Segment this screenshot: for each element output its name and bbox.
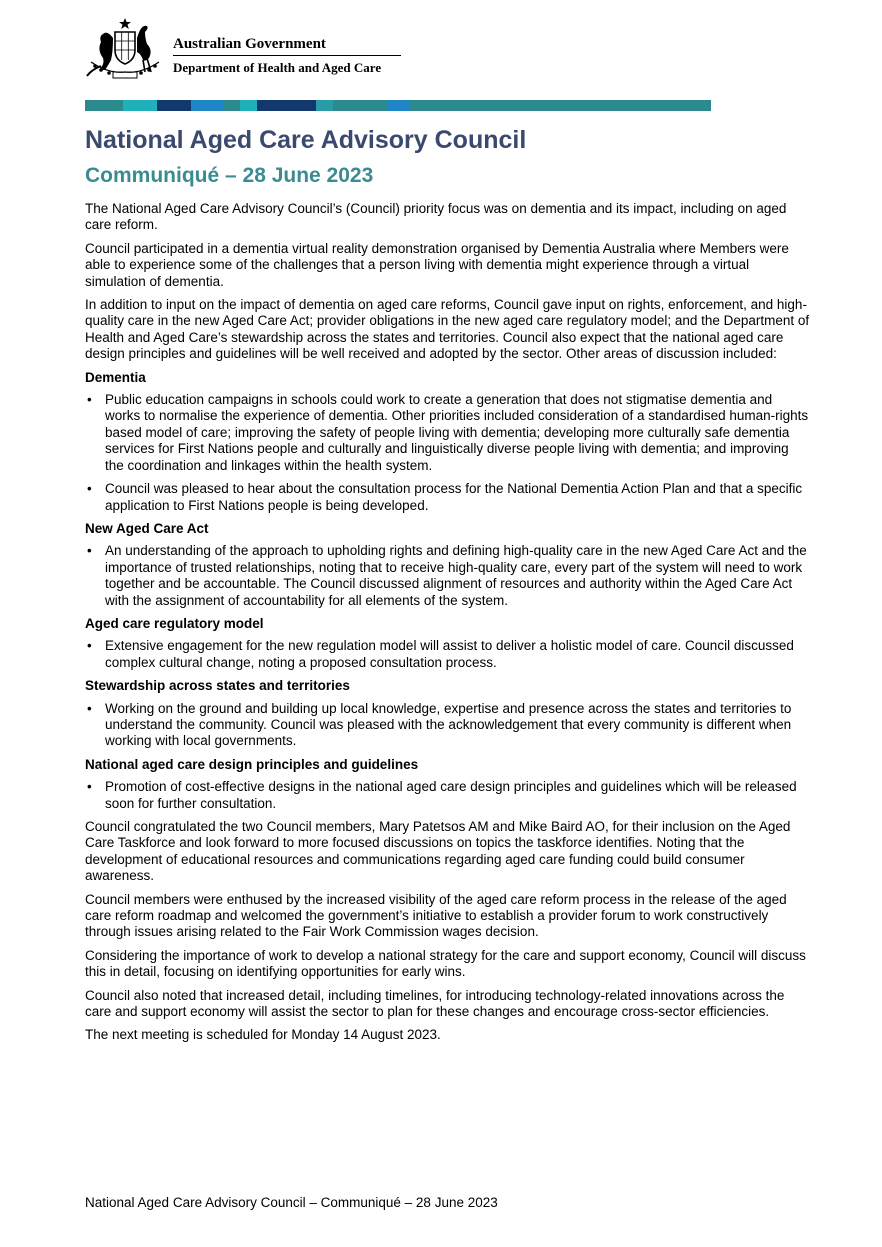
section-heading-design-principles: National aged care design principles and guidelines bbox=[85, 756, 419, 772]
coat-of-arms-icon bbox=[85, 16, 165, 80]
next-meeting-paragraph: The next meeting is scheduled for Monday 14 August 2023. bbox=[85, 1027, 441, 1043]
bullet-list bbox=[85, 638, 810, 671]
color-bar-segment bbox=[191, 100, 224, 111]
color-bar-segment bbox=[257, 100, 316, 111]
header-divider bbox=[173, 55, 401, 56]
bullet-list bbox=[85, 392, 810, 514]
color-bar-segment bbox=[157, 100, 191, 111]
closing-paragraph: Considering the importance of work to develop a national strategy for the care and support economy, Council will discuss this in detail, focusing on identifying opportunities for early wins. bbox=[85, 947, 806, 980]
bullet-list bbox=[85, 543, 810, 609]
main-content bbox=[85, 124, 810, 1051]
bullet-item: • Council was pleased to hear about the consultation process for the National Dementia Action Plan and that a specific application to First Nations people is being developed. bbox=[85, 481, 810, 514]
bullet-item: • Promotion of cost-effective designs in the national aged care design principles and guidelines which will be released soon for further consultation. bbox=[85, 779, 810, 812]
bullet-item: • Extensive engagement for the new regulation model will assist to deliver a holistic model of care. Council discussed complex cultural change, noting a proposed consultation process. bbox=[85, 638, 810, 671]
intro-paragraph: Council participated in a dementia virtual reality demonstration organised by Dementia Australia where Members were able to experience some of the challenges that a person living with dementia might experience through a virtual simulation of dementia. bbox=[85, 240, 789, 289]
page-footer: National Aged Care Advisory Council – Communiqué – 28 June 2023 bbox=[85, 1195, 498, 1210]
government-name: Australian Government bbox=[173, 36, 326, 52]
color-bar-segment bbox=[316, 100, 333, 111]
color-bar-segment bbox=[240, 100, 257, 111]
intro-paragraph: The National Aged Care Advisory Council’s (Council) priority focus was on dementia and its impact, including on aged care reform. bbox=[85, 201, 787, 233]
bullet-item: • An understanding of the approach to upholding rights and defining high-quality care in the new Aged Care Act and the importance of trusted relationships, noting that to receive high-quality care, every part of the system will need to work together and be accountable. The Council discussed alignment of resources and authority within the Aged Care Act with the assignment of accountability for all elements of the system. bbox=[85, 543, 810, 609]
government-header bbox=[85, 12, 415, 82]
color-bar-segment bbox=[123, 100, 157, 111]
decorative-color-bar bbox=[85, 100, 711, 111]
bullet-list bbox=[85, 701, 810, 750]
section-heading-dementia: Dementia bbox=[85, 369, 146, 385]
section-heading-stewardship: Stewardship across states and territories bbox=[85, 678, 350, 694]
color-bar-segment bbox=[388, 100, 410, 111]
closing-paragraph: Council also noted that increased detail, including timelines, for introducing technology-related innovations across the care and support economy will assist the sector to plan for these changes and encourage cross-sector efficiencies. bbox=[85, 987, 785, 1020]
closing-paragraph: Council members were enthused by the increased visibility of the aged care reform process in the release of the aged care reform roadmap and welcomed the government’s initiative to establish a provider forum to work constructively through issues arising related to the Fair Work Commission wages decision. bbox=[85, 891, 787, 940]
bullet-item: • Public education campaigns in schools could work to create a generation that does not stigmatise dementia and works to normalise the experience of dementia. Other priorities included consideration of a standardised human-rights based model of care; improving the safety of people living with dementia; developing more culturally safe dementia services for First Nations people and culturally and linguistically diverse people living with dementia; and improving the coordination and linkages within the health system. bbox=[85, 392, 810, 474]
color-bar-segment bbox=[333, 100, 388, 111]
closing-paragraph: Council congratulated the two Council members, Mary Patetsos AM and Mike Baird AO, for their inclusion on the Aged Care Taskforce and look forward to more focused discussions on topics the taskforce identifies. Noting that the development of educational resources and communications regarding aged care funding could build consumer awareness. bbox=[85, 819, 791, 884]
color-bar-segment bbox=[410, 100, 711, 111]
page-subtitle: Communiqué – 28 June 2023 bbox=[85, 164, 374, 187]
color-bar-segment bbox=[224, 100, 240, 111]
bullet-item: • Working on the ground and building up local knowledge, expertise and presence across the states and territories to understand the community. Council was pleased with the acknowledgement that every community is different when working with local governments. bbox=[85, 701, 810, 750]
section-heading-regulatory-model: Aged care regulatory model bbox=[85, 615, 264, 631]
color-bar-segment bbox=[85, 100, 123, 111]
bullet-list bbox=[85, 779, 810, 812]
page-title: National Aged Care Advisory Council bbox=[85, 126, 527, 154]
intro-paragraph: In addition to input on the impact of dementia on aged care reforms, Council gave input on rights, enforcement, and high-quality care in the new Aged Care Act; provider obligations in the new aged care regulatory model; and the Department of Health and Aged Care’s stewardship across the states and territories. Council also expect that the national aged care design principles and guidelines will be well received and adopted by the sector. Other areas of discussion included: bbox=[85, 297, 810, 362]
department-name: Department of Health and Aged Care bbox=[173, 60, 382, 75]
section-heading-aged-care-act: New Aged Care Act bbox=[85, 520, 209, 536]
